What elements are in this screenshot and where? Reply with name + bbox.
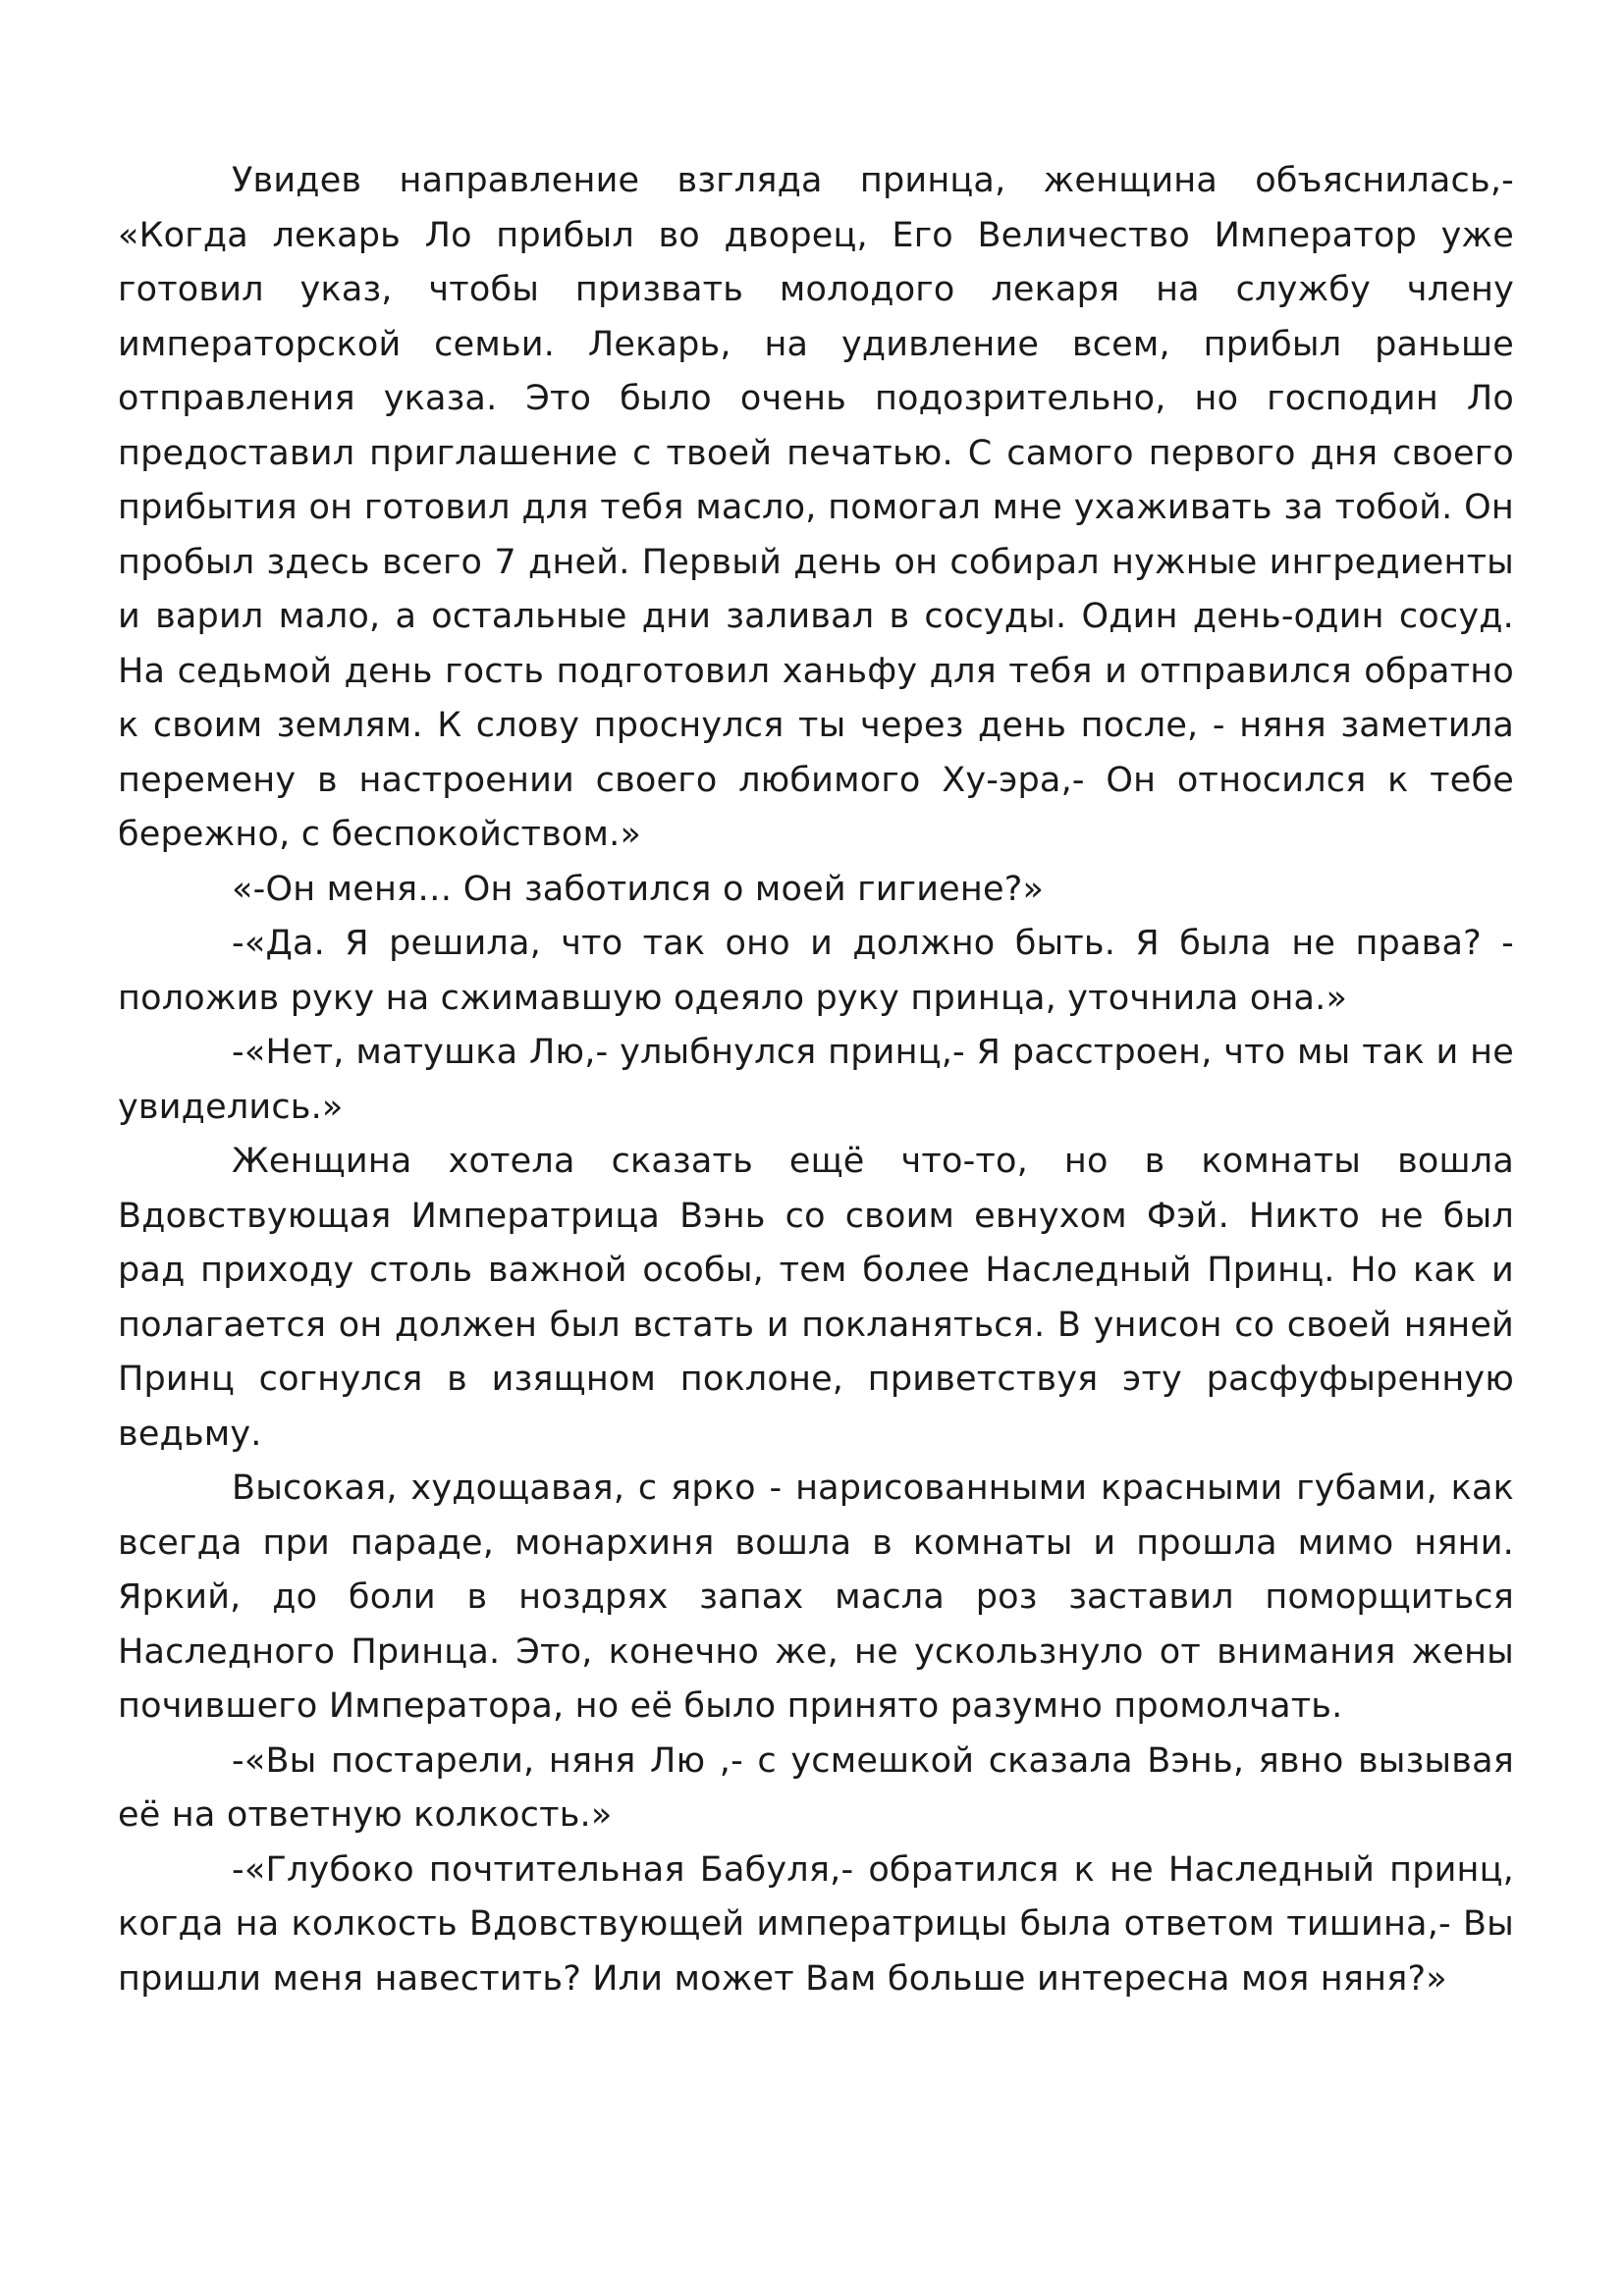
paragraph-1: Увидев направление взгляда принца, женщина объяснилась,- «Когда лекарь Ло прибыл во дворец, Его Величество Император уже готовил указ, чтобы призвать молодого лекаря на службу члену императорской семьи. Лекарь, на удивление всем, прибыл раньше отправления указа. Это было очень подозрительно, но господин Ло предоставил приглашение с твоей печатью. С самого первого дня своего прибытия он готовил для тебя масло, помогал мне ухаживать за тобой. Он пробыл здесь всего 7 дней. Первый день он собирал нужные ингредиенты и варил мало, а остальные дни заливал в сосуды. Один день-один сосуд. На седьмой день гость подготовил ханьфу для тебя и отправился обратно к своим землям. К слову проснулся ты через день после, - няня заметила перемену в настроении своего любимого Ху-эра,- Он относился к тебе бережно, с беспокойством.» <box>118 161 1514 854</box>
paragraph-3: -«Да. Я решила, что так оно и должно быть. Я была не права? - положив руку на сжимавшую одеяло руку принца, уточнила она.» <box>118 924 1514 1018</box>
paragraph-8: -«Глубоко почтительная Бабуля,- обратился к не Наследный принц, когда на колкость Вдовствующей императрицы была ответом тишина,- Вы пришли меня навестить? Или может Вам больше интересна моя няня?» <box>118 1849 1514 1999</box>
paragraph-2: «-Он меня… Он заботился о моей гигиене?» <box>232 869 1045 909</box>
paragraph-4: -«Нет, матушка Лю,- улыбнулся принц,- Я расстроен, что мы так и не увиделись.» <box>118 1033 1514 1127</box>
body-text <box>118 154 1514 2006</box>
paragraph-6: Высокая, худощавая, с ярко - нарисованными красными губами, как всегда при параде, монархиня вошла в комнаты и прошла мимо няни. Яркий, до боли в ноздрях запах масла роз заставил поморщиться Наследного Принца. Это, конечно же, не ускользнуло от внимания жены почившего Императора, но её было принято разумно промолчать. <box>118 1468 1514 1726</box>
paragraph-5: Женщина хотела сказать ещё что-то, но в комнаты вошла Вдовствующая Императрица Вэнь со своим евнухом Фэй. Никто не был рад приходу столь важной особы, тем более Наследный Принц. Но как и полагается он должен был встать и покланяться. В унисон со своей няней Принц согнулся в изящном поклоне, приветствуя эту расфуфыренную ведьму. <box>118 1142 1514 1454</box>
paragraph-7: -«Вы постарели, няня Лю ,- с усмешкой сказала Вэнь, явно вызывая её на ответную колкость.» <box>118 1740 1514 1835</box>
